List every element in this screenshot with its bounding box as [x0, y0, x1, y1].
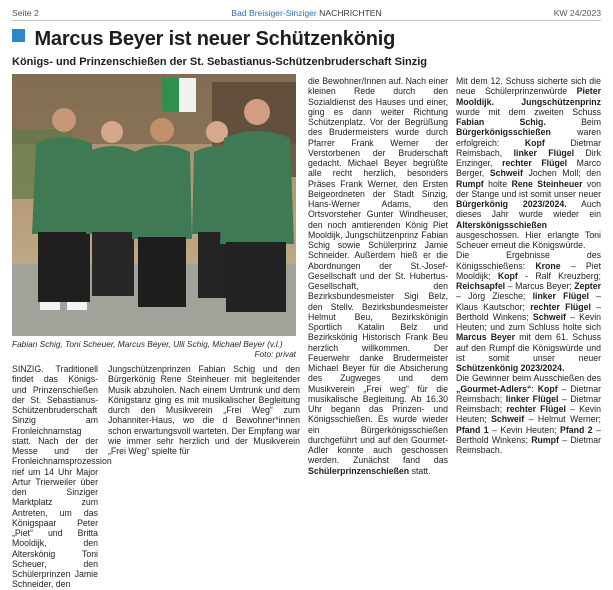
article-subheadline: Königs- und Prinzenschießen der St. Sebastianus-Schützenbruderschaft Sinzig	[12, 56, 428, 68]
text-run: waren erfolgreich:	[456, 127, 601, 148]
text-run: – Dietmar Reimsbach;	[456, 393, 601, 414]
text-run: – Kevin Heuten;	[488, 424, 560, 435]
bold-run: Pfand 2	[559, 424, 593, 435]
column-4-paragraph-1	[456, 76, 601, 250]
bold-run: Krone	[535, 260, 561, 271]
bold-run: Schützenkönig 2023/2024.	[456, 363, 565, 373]
text-run: ausgeschossen. Hier erlangte Toni Scheuer erneut die Königswürde.	[456, 229, 601, 250]
bold-run: rechter Flügel	[502, 158, 568, 168]
bold-run: Rumpf	[456, 178, 484, 189]
headline-block	[12, 28, 395, 52]
text-run: – Berthold Winkens;	[456, 301, 601, 322]
page-header	[12, 6, 601, 22]
bold-run: linker Flügel	[505, 393, 559, 404]
text-run: :	[531, 383, 538, 394]
text-run: holte	[483, 178, 512, 189]
bold-run: Zepter	[574, 281, 601, 291]
newspaper-section: NACHRICHTEN	[319, 8, 382, 18]
bold-run: Rumpf	[531, 434, 559, 445]
column-3-bold: Schülerprinzenschießen	[308, 465, 410, 476]
column-4-paragraph-2	[456, 250, 601, 373]
text-run: Dietmar Reimsbach,	[456, 137, 601, 158]
bold-run: Pfand 1	[456, 424, 489, 435]
article-column-1	[12, 364, 112, 590]
text-run: – Dietmar Reimsbach.	[456, 434, 601, 455]
newspaper-masthead	[12, 8, 601, 18]
bold-run: rechter Flügel	[506, 404, 566, 414]
bold-run: Schweif	[532, 311, 566, 322]
bold-run: Alterskönigsschießen	[456, 219, 547, 230]
text-run: - Ralf Kreuzberg;	[517, 270, 601, 281]
text-run: Die Gewinner beim Ausschießen des	[456, 373, 601, 384]
column-4-paragraph-3	[456, 373, 601, 455]
text-run: Beim	[545, 117, 601, 127]
article-column-2	[108, 364, 300, 456]
text-run: – Kevin Heuten; und zum Schluss holte sich	[456, 311, 601, 332]
text-run: – Marcus Beyer;	[505, 281, 575, 291]
text-run: Mit dem 12. Schuss sicherte sich die neue Schülerprinzenwürde	[456, 76, 601, 97]
article-headline: Marcus Beyer ist neuer Schützenkönig	[34, 28, 396, 50]
text-run: – Kevin Heuten;	[456, 404, 601, 425]
bold-run: Bürgerkönigsschießen	[456, 127, 551, 138]
bold-run: Marcus Beyer	[456, 332, 516, 343]
article-column-3	[308, 76, 448, 476]
bold-run: rechter Flügel	[530, 301, 591, 312]
column-3-paragraph	[308, 76, 448, 476]
column-1-text: SINZIG. Traditionell findet das Königs- und Prinzenschießen der St. Sebastianus-Schützenbruderschaft Sinzig am Fronleichnamstag statt. Nach der der Messe und der Fronleichnamsprozession rief um 14 Uhr Major Artur Trierweiler über den Sinziger Marktplatz zum Antreten, um das Königspaar Peter „Piet“ und Britta Mooldijk, den Alterskönig Toni Scheuer, den Schülerprinzen Jamie Schneider, den	[12, 364, 112, 590]
bold-run: Fabian Schig.	[456, 117, 546, 127]
bold-run: linker Flügel	[532, 291, 589, 302]
bold-run: Kopf	[524, 137, 545, 148]
column-2-text: Jungschützenprinzen Fabian Schig und den Bürgerkönig Rene Steinheuer mit begleitender Musik abzuholen. Nach einem Umtrunk und dem Königstanz ging es mit musikalischer Begleitung durch den Musikverein „Frei Weg“ zum Johanniter-Haus, wo die d Bewohner*innen schon erwartungsvoll warteten. Der Empfang war wie immer sehr herzlich und der Musikverein „Frei Weg“ spielte für	[108, 364, 300, 456]
text-run: – Berthold Winkens;	[456, 424, 601, 445]
issue-number: KW 24/2023	[553, 8, 601, 18]
page-number: Seite 2	[12, 8, 39, 18]
text-run: – Klaus Kautschor;	[456, 291, 601, 312]
text-run: – Helmut Werner;	[524, 414, 601, 425]
bold-run: Schweif	[489, 168, 523, 179]
article-photo	[12, 74, 296, 336]
text-run: Auch dieses Jahr wurde wieder ein	[456, 199, 601, 220]
bold-run: Kopf	[497, 270, 518, 281]
bold-run: Kopf	[537, 383, 558, 394]
text-run: Marco Berger,	[456, 158, 601, 179]
article-column-4	[456, 76, 601, 455]
newspaper-name: Bad Breisiger-Sinziger	[231, 8, 317, 18]
photo-credit: Foto: privat	[254, 349, 296, 360]
text-run: Jochen Moll; den	[522, 168, 601, 179]
column-3-text: die Bewohner/Innen auf. Nach einer kleinen Rede durch den Sozialdienst des Hauses und einer, ging es dann weiter Richtung Schützenplatz. Vor der Begrüßung des Brudermeisters wurde durch Pfarrer Frank Werner der Verstorbenen der Bruderschaft gedacht. Michael Beyer begrüßte alle recht herzlich, besonders Präses Frank Werner, den Ersten Beigeordneten der Stadt Sinzig, Hans-Werner Adams, den Ortsvorsteher Gunter Windheuser, den noch amtierenden König Piet Mooldijk, Jungschützenprinz Fabian Schig sowie Schülerprinz Jamie Schneider. Außerdem hieß er die Abordnungen der St.-Josef-Gesellschaft und der St. Hubertus-Gesellschaft, den Bezirksbundesmeister Sigi Belz, den Stellv. Bezirksbundesmeister Helmut Beu, Bezirkskönigin Sportlich Katalin Belz und Bezirkskönig Historisch Frank Beu herzlich willkommen. Der Feuerwehr danke Brudermeister Michael Beyer für die Absicherung des Zugweges und dem Musikverein „Frei weg“ für die musikalische Begleitung. Ab 16.30 Uhr begann das Prinzen- und Königsschießen. Es wurde wieder ein Bürgerkönigsschießen durchgeführt und auf den Gourmet-Adler konnte auch geschossen werden. Zunächst fand das	[308, 76, 448, 466]
column-3-text-end: statt.	[409, 465, 431, 476]
photo-caption-names: Fabian Schig, Toni Scheuer, Marcus Beyer, Ulli Schig, Michael Beyer (v.l.)	[12, 339, 283, 349]
text-run: wurde mit dem zweiten Schuss	[456, 106, 601, 117]
text-run: von der Stange und ist somit unser neuer	[456, 178, 601, 199]
photo-caption	[12, 339, 296, 360]
bold-run: Reichsapfel	[456, 281, 506, 291]
bold-run: Bürgerkönig 2023/2024.	[456, 199, 567, 209]
text-run: Die Ergebnisse des Königsschießens:	[456, 250, 601, 271]
bold-run: Schweif	[491, 414, 525, 425]
text-run: – Jörg Ziesche;	[456, 291, 533, 302]
bold-run: Rene Steinheuer	[511, 178, 583, 189]
accent-square-icon	[12, 29, 25, 42]
bold-run: „Gourmet-Adlers“	[456, 383, 532, 394]
text-run: Dirk Enzinger,	[456, 147, 601, 168]
header-divider	[12, 20, 601, 21]
text-run: – Dietmar Reimsbach;	[456, 383, 601, 404]
text-run: mit dem 61. Schuss auf den Rumpf die Königswürde und ist somit unser neuer	[456, 332, 601, 363]
text-run: – Piet Mooldijk;	[456, 260, 602, 281]
bold-run: linker Flügel	[513, 147, 575, 158]
bold-run: Pieter Mooldijk. Jungschützenprinz	[456, 86, 601, 107]
